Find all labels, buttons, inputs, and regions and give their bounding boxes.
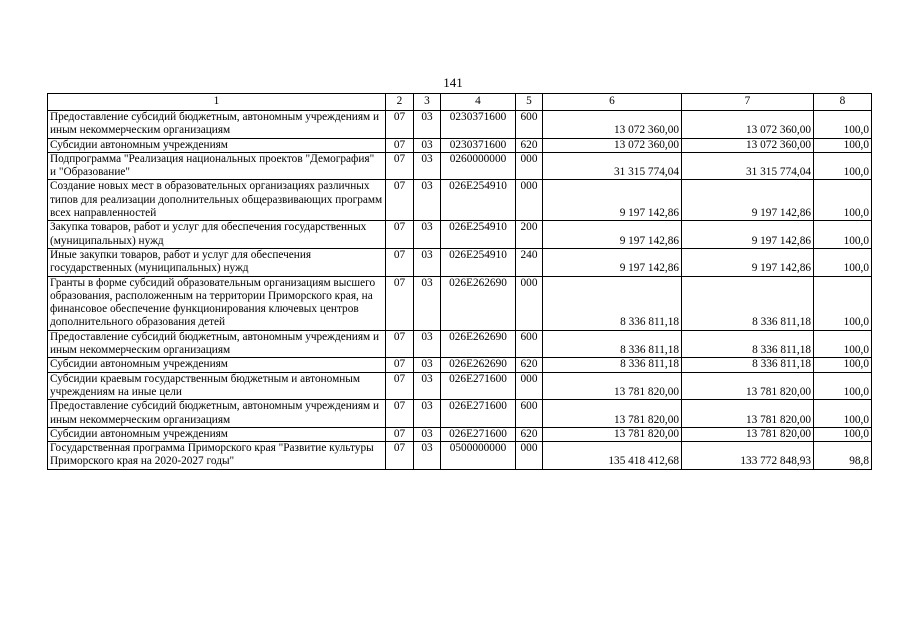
planned-amount: 31 315 774,04 [543,152,682,180]
row-name: Предоставление субсидий бюджетным, автономным учреждениям и иным некоммерческим организациям [48,111,386,139]
section-code: 07 [386,138,414,152]
table-row [48,248,872,276]
planned-amount: 13 072 360,00 [543,111,682,139]
table-row [48,152,872,180]
planned-amount: 9 197 142,86 [543,221,682,249]
planned-amount: 13 781 820,00 [543,400,682,428]
row-name: Субсидии автономным учреждениям [48,427,386,441]
column-header: 3 [414,94,441,111]
section-code: 07 [386,276,414,330]
target-article-code: 026E254910 [441,248,516,276]
column-header: 7 [682,94,814,111]
execution-percent: 100,0 [814,427,872,441]
subsection-code: 03 [414,442,441,470]
expense-type-code: 200 [516,221,543,249]
execution-percent: 100,0 [814,248,872,276]
expense-type-code: 620 [516,427,543,441]
target-article-code: 026E262690 [441,358,516,372]
executed-amount: 8 336 811,18 [682,358,814,372]
row-name: Закупка товаров, работ и услуг для обеспечения государственных (муниципальных) нужд [48,221,386,249]
table-row [48,358,872,372]
row-name: Субсидии краевым государственным бюджетным и автономным учреждениям на иные цели [48,372,386,400]
subsection-code: 03 [414,248,441,276]
target-article-code: 0500000000 [441,442,516,470]
planned-amount: 9 197 142,86 [543,180,682,221]
executed-amount: 13 781 820,00 [682,372,814,400]
execution-percent: 100,0 [814,276,872,330]
target-article-code: 026E271600 [441,372,516,400]
executed-amount: 13 072 360,00 [682,138,814,152]
planned-amount: 8 336 811,18 [543,276,682,330]
expense-type-code: 600 [516,111,543,139]
expense-type-code: 600 [516,330,543,358]
target-article-code: 026E262690 [441,276,516,330]
header-row [48,94,872,111]
execution-percent: 100,0 [814,180,872,221]
execution-percent: 100,0 [814,358,872,372]
table-row [48,372,872,400]
table-row [48,427,872,441]
expense-type-code: 620 [516,138,543,152]
subsection-code: 03 [414,330,441,358]
subsection-code: 03 [414,400,441,428]
table-row [48,442,872,470]
table-row [48,330,872,358]
column-header: 4 [441,94,516,111]
subsection-code: 03 [414,138,441,152]
subsection-code: 03 [414,180,441,221]
executed-amount: 8 336 811,18 [682,276,814,330]
execution-percent: 98,8 [814,442,872,470]
subsection-code: 03 [414,152,441,180]
table-row [48,180,872,221]
row-name: Субсидии автономным учреждениям [48,358,386,372]
planned-amount: 9 197 142,86 [543,248,682,276]
executed-amount: 13 781 820,00 [682,427,814,441]
target-article-code: 0230371600 [441,138,516,152]
row-name: Государственная программа Приморского края "Развитие культуры Приморского края на 2020-2027 годы" [48,442,386,470]
target-article-code: 026E254910 [441,221,516,249]
expense-type-code: 000 [516,152,543,180]
execution-percent: 100,0 [814,400,872,428]
section-code: 07 [386,330,414,358]
expense-type-code: 240 [516,248,543,276]
page-number: 141 [443,75,463,90]
target-article-code: 0260000000 [441,152,516,180]
executed-amount: 31 315 774,04 [682,152,814,180]
section-code: 07 [386,180,414,221]
row-name: Иные закупки товаров, работ и услуг для обеспечения государственных (муниципальных) нужд [48,248,386,276]
planned-amount: 135 418 412,68 [543,442,682,470]
execution-percent: 100,0 [814,111,872,139]
subsection-code: 03 [414,111,441,139]
planned-amount: 8 336 811,18 [543,330,682,358]
execution-percent: 100,0 [814,372,872,400]
column-header: 6 [543,94,682,111]
expense-type-code: 000 [516,442,543,470]
row-name: Субсидии автономным учреждениям [48,138,386,152]
executed-amount: 13 781 820,00 [682,400,814,428]
planned-amount: 13 072 360,00 [543,138,682,152]
executed-amount: 13 072 360,00 [682,111,814,139]
target-article-code: 0230371600 [441,111,516,139]
table-row [48,276,872,330]
target-article-code: 026E271600 [441,427,516,441]
table-row [48,138,872,152]
execution-percent: 100,0 [814,221,872,249]
row-name: Предоставление субсидий бюджетным, автономным учреждениям и иным некоммерческим организациям [48,330,386,358]
planned-amount: 13 781 820,00 [543,427,682,441]
section-code: 07 [386,111,414,139]
section-code: 07 [386,372,414,400]
section-code: 07 [386,248,414,276]
executed-amount: 8 336 811,18 [682,330,814,358]
target-article-code: 026E271600 [441,400,516,428]
execution-percent: 100,0 [814,330,872,358]
row-name: Гранты в форме субсидий образовательным организациям высшего образования, расположенным на территории Приморского края, на финансовое обеспечение функционирования ключевых центров дополнительного образования детей [48,276,386,330]
planned-amount: 13 781 820,00 [543,372,682,400]
budget-table [47,93,872,470]
execution-percent: 100,0 [814,138,872,152]
expense-type-code: 600 [516,400,543,428]
section-code: 07 [386,400,414,428]
subsection-code: 03 [414,372,441,400]
column-header: 5 [516,94,543,111]
section-code: 07 [386,221,414,249]
executed-amount: 9 197 142,86 [682,180,814,221]
execution-percent: 100,0 [814,152,872,180]
section-code: 07 [386,427,414,441]
expense-type-code: 000 [516,276,543,330]
section-code: 07 [386,152,414,180]
expense-type-code: 620 [516,358,543,372]
subsection-code: 03 [414,358,441,372]
expense-type-code: 000 [516,372,543,400]
subsection-code: 03 [414,276,441,330]
target-article-code: 026E262690 [441,330,516,358]
column-header: 1 [48,94,386,111]
column-header: 2 [386,94,414,111]
executed-amount: 133 772 848,93 [682,442,814,470]
subsection-code: 03 [414,427,441,441]
subsection-code: 03 [414,221,441,249]
table-row [48,221,872,249]
table-row [48,111,872,139]
expense-type-code: 000 [516,180,543,221]
row-name: Подпрограмма "Реализация национальных проектов "Демография" и "Образование" [48,152,386,180]
row-name: Предоставление субсидий бюджетным, автономным учреждениям и иным некоммерческим организациям [48,400,386,428]
column-header: 8 [814,94,872,111]
planned-amount: 8 336 811,18 [543,358,682,372]
executed-amount: 9 197 142,86 [682,221,814,249]
table-row [48,400,872,428]
target-article-code: 026E254910 [441,180,516,221]
section-code: 07 [386,358,414,372]
section-code: 07 [386,442,414,470]
row-name: Создание новых мест в образовательных организациях различных типов для реализации дополнительных общеразвивающих программ всех направленностей [48,180,386,221]
executed-amount: 9 197 142,86 [682,248,814,276]
